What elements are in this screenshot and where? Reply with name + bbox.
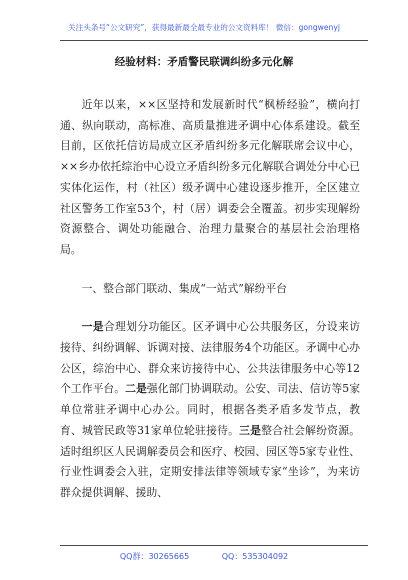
- footer-qq-group: QQ群：30265665: [119, 552, 190, 561]
- measure-3-text: 整合社会解纷资源。适时组织区人民调解委员会和医疗、校园、园区等5家专业性、行业性调委会入驻，定期安排法律等领域专家“坐诊”，为来访群众提供调解、援助、: [60, 423, 361, 499]
- intro-paragraph: 近年以来，××区坚持和发展新时代“枫桥经验”，横向打通、纵向联动，高标准、高质量推进矛调中心体系建设。截至目前，区依托信访局成立区矛盾纠纷多元化解联席会议中心，××乡办依托综治中心设立矛盾纠纷多元化解联合调处分中心已实体化运作，村（社区）级矛调中心建设逐步推开，全区建立社区警务工作室53个，村（居）调委会全覆盖。初步实现解纷资源整合、调处功能融合、治理力量聚合的基层社会治理格局。: [60, 98, 360, 256]
- section-heading-1: 一、整合部门联动、集成“一站式”解纷平台: [81, 281, 287, 295]
- measure-2-text: 强化部门协调联动。公安、司法、信访等5家单位常驻矛调中心办公。同时，根据各类矛盾多发节点，教育、城管民政等31家单位轮驻接待。: [60, 382, 361, 437]
- keyword-third: 三是: [239, 423, 262, 437]
- document-title: 经验材料：矛盾警民联调纠纷多元化解: [114, 56, 294, 68]
- measures-paragraph: [60, 317, 360, 503]
- page-footer: [0, 551, 408, 562]
- keyword-second: 二是: [125, 382, 147, 396]
- keyword-first: 一是: [81, 320, 104, 334]
- measure-1-text: 合理划分功能区。区矛调中心公共服务区，分设来访接待、纠纷调解、诉调对接、法律服务4个功能区。矛调中心办公区，综治中心、群众来访接待中心、公共法律服务中心等12个工作平台。: [60, 320, 361, 396]
- document-body: [60, 95, 360, 504]
- footer-divider: [60, 545, 368, 546]
- header-divider: [60, 40, 368, 41]
- page-header: 关注头条号“公文研究”，获得最新最全最专业的公文资料库！ 微信：gongwenyj: [68, 23, 340, 32]
- footer-qq: QQ：535304092: [221, 552, 289, 561]
